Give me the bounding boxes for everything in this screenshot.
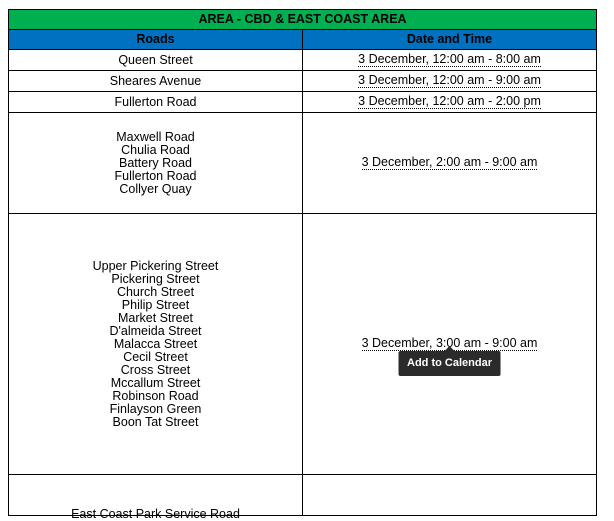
road-name: Malacca Street — [113, 336, 198, 351]
datetime-cell — [303, 113, 597, 214]
datetime-cell — [303, 475, 597, 516]
road-name: Boon Tat Street — [112, 414, 199, 429]
road-name: Chulia Road — [121, 142, 190, 157]
road-name: Mccallum Street — [110, 375, 201, 390]
road-cell — [9, 71, 303, 92]
road-name: Queen Street — [118, 52, 193, 67]
datetime-calendar-link[interactable]: 3 December, 12:00 am - 9:00 am — [358, 73, 541, 87]
datetime-calendar-link[interactable]: 3 December, 3:00 am - 9:00 am — [361, 336, 538, 350]
datetime-cell — [303, 214, 597, 475]
road-name: Philip Street — [121, 297, 190, 312]
area-header-row — [9, 10, 597, 30]
table-row — [9, 50, 597, 71]
road-name: Upper Pickering Street — [92, 258, 219, 273]
datetime-calendar-link[interactable]: 3 December, 12:00 am - 2:00 pm — [358, 94, 541, 108]
road-name: Finlayson Green — [109, 401, 202, 416]
datetime-cell — [303, 92, 597, 113]
road-cell — [9, 214, 303, 475]
road-name: Robinson Road — [112, 388, 199, 403]
column-header-row — [9, 30, 597, 50]
road-name: Market Street — [117, 310, 194, 325]
road-cell — [9, 92, 303, 113]
road-name: D'almeida Street — [109, 323, 202, 338]
datetime-calendar-link[interactable]: 3 December, 12:00 am - 8:00 am — [358, 52, 541, 66]
road-name: Cecil Street — [123, 349, 188, 364]
road-name: Battery Road — [119, 155, 192, 170]
table-row — [9, 71, 597, 92]
road-name: Fullerton Road — [114, 94, 197, 109]
roads-column-header: Roads — [9, 30, 303, 50]
datetime-column-header: Date and Time — [303, 30, 597, 50]
road-name: Maxwell Road — [116, 129, 195, 144]
road-cell — [9, 475, 303, 521]
datetime-cell — [303, 71, 597, 92]
datetime-calendar-link[interactable]: 3 December, 2:00 am - 9:00 am — [361, 155, 538, 169]
add-to-calendar-tooltip[interactable]: Add to Calendar — [398, 351, 501, 376]
road-name: Collyer Quay — [119, 181, 192, 196]
table-row — [9, 92, 597, 113]
road-name: East Coast Park Service Road — [71, 507, 240, 521]
road-cell — [9, 113, 303, 214]
table-row — [9, 113, 597, 214]
road-name: Fullerton Road — [114, 168, 197, 183]
road-name: Pickering Street — [111, 271, 200, 286]
datetime-cell — [303, 50, 597, 71]
area-title: AREA - CBD & EAST COAST AREA — [9, 10, 597, 30]
table-row — [9, 475, 597, 516]
road-name: Church Street — [116, 284, 195, 299]
road-closure-table — [8, 9, 597, 521]
road-closure-table-container — [8, 9, 596, 521]
road-name: Sheares Avenue — [109, 73, 202, 88]
road-name: Cross Street — [120, 362, 191, 377]
table-row — [9, 214, 597, 475]
road-cell — [9, 50, 303, 71]
